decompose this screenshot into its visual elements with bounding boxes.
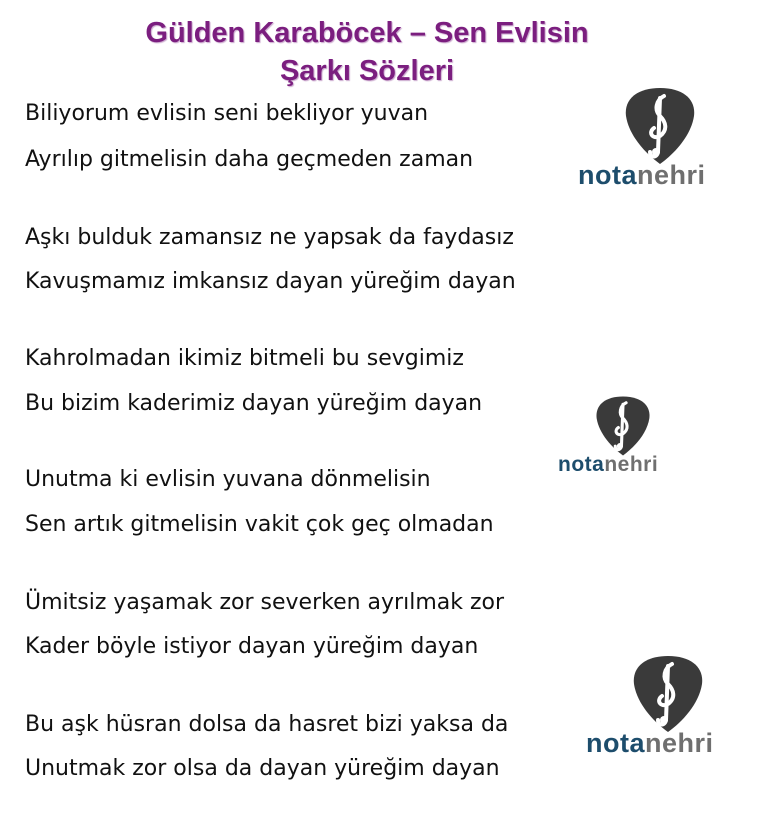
lyric-line: Sen artık gitmelisin vakit çok geç olmadan	[25, 512, 494, 537]
lyric-line: Bu aşk hüsran dolsa da hasret bizi yaksa da	[25, 712, 509, 737]
lyric-line: Ayrılıp gitmelisin daha geçmeden zaman	[25, 147, 474, 172]
lyric-line: Kavuşmamız imkansız dayan yüreğim dayan	[25, 269, 516, 294]
notanehri-logo	[586, 654, 751, 757]
guitar-pick-treble-clef-icon	[592, 395, 688, 457]
logo-text-nota: nota	[558, 453, 605, 476]
lyric-line: Kahrolmadan ikimiz bitmeli bu sevgimiz	[25, 346, 464, 371]
title-line-1: Gülden Karaböcek – Sen Evlisin	[145, 17, 589, 49]
logo-text-nehri: nehri	[645, 728, 714, 758]
notanehri-logo	[578, 86, 743, 189]
guitar-pick-treble-clef-icon	[628, 654, 751, 734]
logo-text-nehri: nehri	[637, 160, 706, 190]
lyric-line: Aşkı bulduk zamansız ne yapsak da faydasız	[25, 225, 514, 250]
guitar-pick-treble-clef-icon	[620, 86, 743, 166]
lyric-line: Biliyorum evlisin seni bekliyor yuvan	[25, 101, 429, 126]
lyric-line: Bu bizim kaderimiz dayan yüreğim dayan	[25, 391, 483, 416]
logo-text-nota: nota	[578, 160, 637, 190]
logo-text-nehri: nehri	[604, 453, 659, 476]
lyric-line: Unutma ki evlisin yuvana dönmelisin	[25, 467, 431, 492]
page-title	[0, 14, 734, 90]
notanehri-logo	[558, 395, 688, 475]
lyric-line: Unutmak zor olsa da dayan yüreğim dayan	[25, 756, 500, 781]
lyric-line: Ümitsiz yaşamak zor severken ayrılmak zor	[25, 590, 505, 615]
logo-text-nota: nota	[586, 728, 645, 758]
lyric-line: Kader böyle istiyor dayan yüreğim dayan	[25, 634, 479, 659]
title-line-2: Şarkı Sözleri	[279, 55, 455, 87]
